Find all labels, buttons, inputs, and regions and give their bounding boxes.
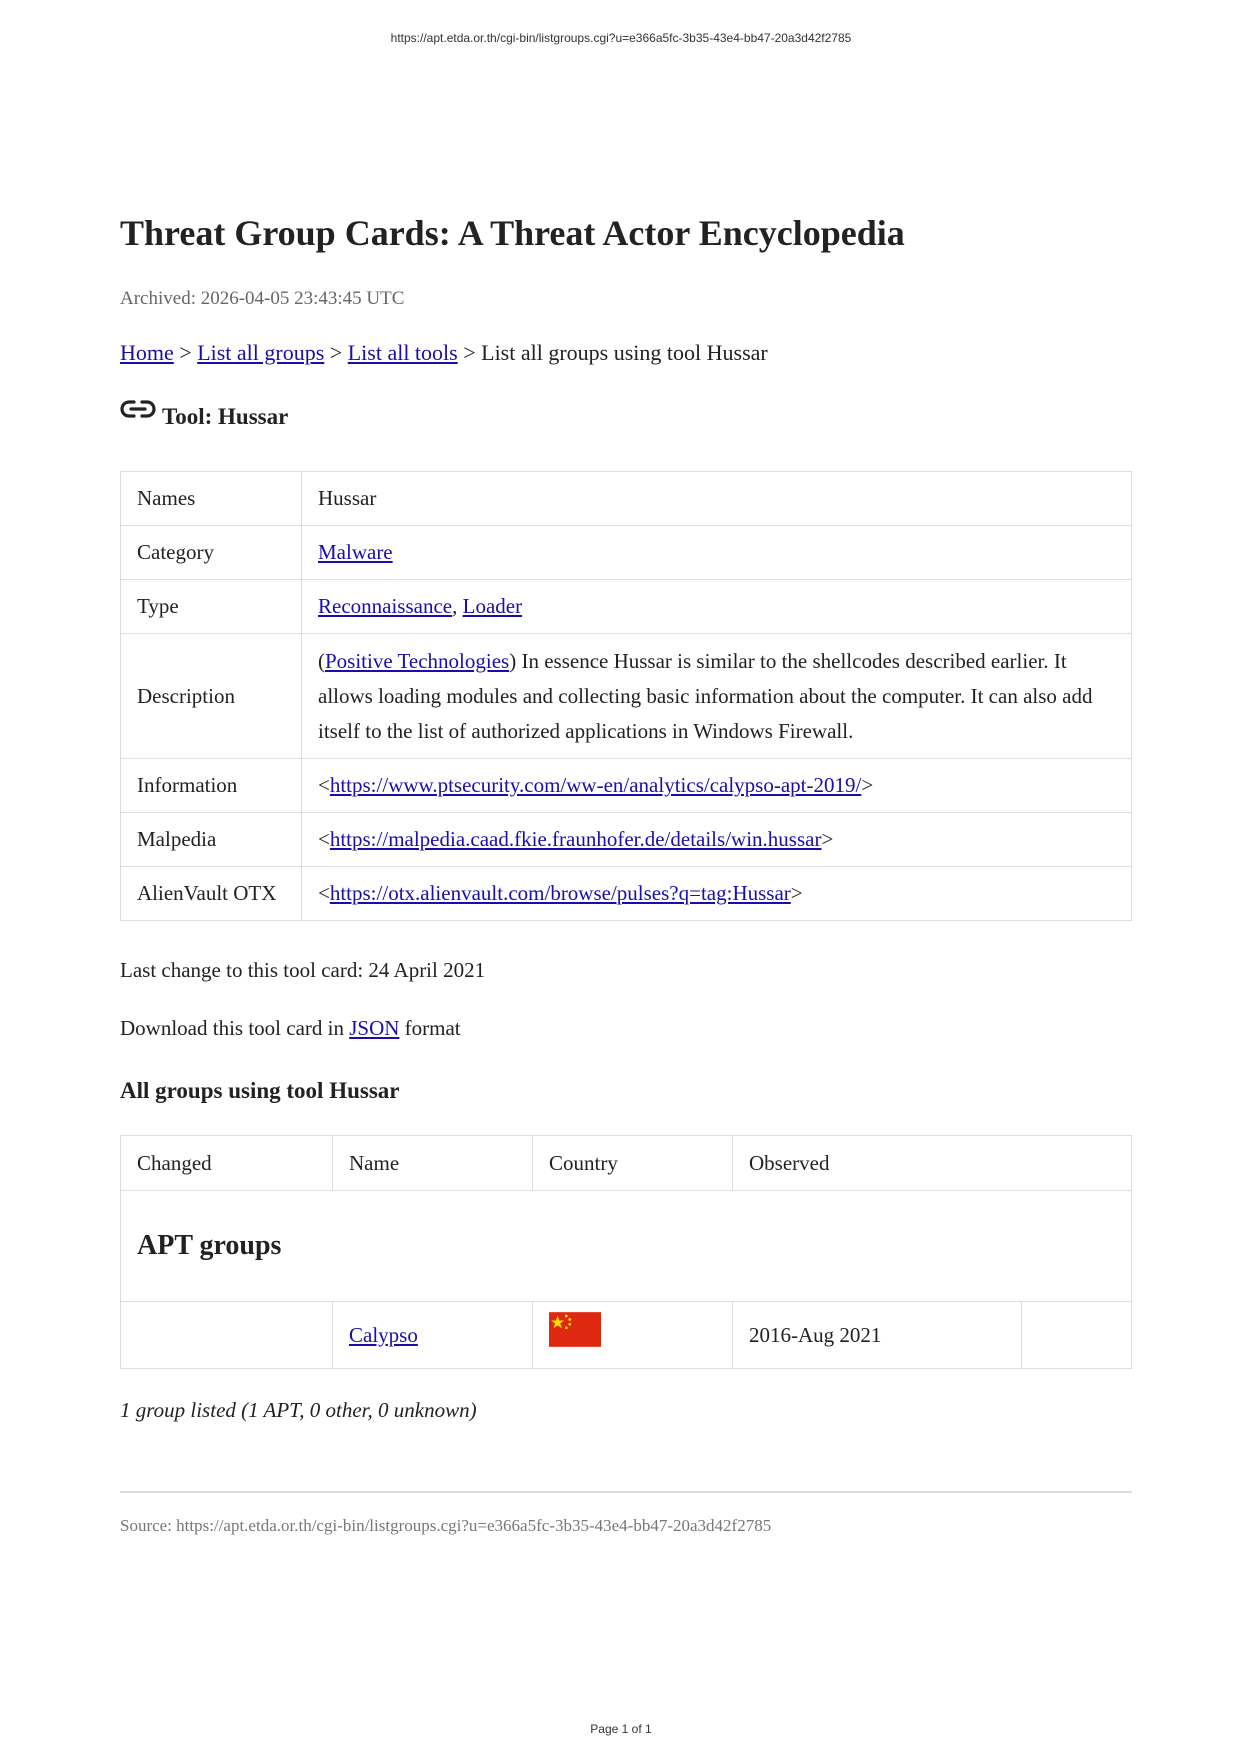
names-value: Hussar xyxy=(302,472,1132,526)
page-title: Threat Group Cards: A Threat Actor Encyclopedia xyxy=(120,213,905,253)
tool-row-type xyxy=(121,580,1132,634)
type-value xyxy=(302,580,1132,634)
groups-heading: All groups using tool Hussar xyxy=(120,1078,400,1103)
malpedia-value xyxy=(302,813,1132,867)
download-suffix: format xyxy=(399,1016,461,1040)
header-country[interactable]: Country xyxy=(533,1136,733,1191)
footer-divider xyxy=(120,1491,1132,1493)
breadcrumb-separator: > xyxy=(324,340,348,365)
tool-heading xyxy=(120,404,288,430)
angle-open: < xyxy=(318,773,330,797)
print-header-url: https://apt.etda.or.th/cgi-bin/listgroups.cgi?u=e366a5fc-3b35-43e4-bb47-20a3d42f2785 xyxy=(390,31,852,45)
description-open-paren: ( xyxy=(318,648,325,673)
groups-table xyxy=(120,1135,1132,1369)
category-malware-link[interactable]: Malware xyxy=(318,540,393,564)
category-value xyxy=(302,526,1132,580)
archived-timestamp: Archived: 2026-04-05 23:43:45 UTC xyxy=(120,288,405,309)
malpedia-link[interactable]: https://malpedia.caad.fkie.fraunhofer.de/details/win.hussar xyxy=(329,827,822,851)
groups-summary: 1 group listed (1 APT, 0 other, 0 unknown) xyxy=(120,1398,477,1422)
section-cell xyxy=(121,1191,1132,1302)
otx-value xyxy=(302,867,1132,921)
breadcrumb-home-link[interactable]: Home xyxy=(120,340,174,365)
breadcrumb-current: > List all groups using tool Hussar xyxy=(457,340,768,365)
names-label: Names xyxy=(121,472,302,526)
description-source-link[interactable]: Positive Technologies xyxy=(325,648,510,673)
angle-close: > xyxy=(821,827,834,851)
angle-open: < xyxy=(318,881,330,905)
information-label: Information xyxy=(121,759,302,813)
description-value xyxy=(302,634,1132,759)
otx-link[interactable]: https://otx.alienvault.com/browse/pulses?q=tag:Hussar xyxy=(329,881,791,905)
header-name[interactable]: Name xyxy=(333,1136,533,1191)
malpedia-label: Malpedia xyxy=(121,813,302,867)
type-label: Type xyxy=(121,580,302,634)
source-url: Source: https://apt.etda.or.th/cgi-bin/listgroups.cgi?u=e366a5fc-3b35-43e4-bb47-20a3d42f2785 xyxy=(120,1516,772,1535)
group-country-cell xyxy=(533,1302,733,1369)
tool-row-malpedia xyxy=(121,813,1132,867)
breadcrumb xyxy=(120,340,768,366)
group-calypso-link[interactable]: Calypso xyxy=(349,1322,418,1347)
groups-table-header xyxy=(121,1136,1132,1191)
tool-row-information xyxy=(121,759,1132,813)
category-label: Category xyxy=(121,526,302,580)
information-link[interactable]: https://www.ptsecurity.com/ww-en/analytics/calypso-apt-2019/ xyxy=(329,773,862,797)
group-changed-cell xyxy=(121,1302,333,1369)
information-value xyxy=(302,759,1132,813)
download-prefix: Download this tool card in xyxy=(120,1016,350,1040)
otx-label: AlienVault OTX xyxy=(121,867,302,921)
link-icon xyxy=(120,398,156,420)
group-name-cell xyxy=(333,1302,533,1369)
tool-row-otx xyxy=(121,867,1132,921)
download-json-link[interactable]: JSON xyxy=(349,1016,400,1040)
group-extra-cell xyxy=(1022,1302,1132,1369)
table-row xyxy=(121,1302,1132,1369)
tool-row-category xyxy=(121,526,1132,580)
groups-section-row xyxy=(121,1191,1132,1302)
header-changed[interactable]: Changed xyxy=(121,1136,333,1191)
tool-row-names xyxy=(121,472,1132,526)
last-change-text: Last change to this tool card: 24 April 2021 xyxy=(120,958,486,982)
section-title-apt-groups: APT groups xyxy=(137,1230,282,1261)
type-reconnaissance-link[interactable]: Reconnaissance xyxy=(318,594,453,618)
china-flag-icon xyxy=(549,1312,601,1347)
type-loader-link[interactable]: Loader xyxy=(462,594,523,618)
angle-close: > xyxy=(790,881,803,905)
type-separator: , xyxy=(452,594,463,618)
header-observed[interactable]: Observed xyxy=(733,1136,1132,1191)
description-label: Description xyxy=(121,634,302,759)
tool-info-table xyxy=(120,471,1132,921)
tool-row-description xyxy=(121,634,1132,759)
angle-close: > xyxy=(861,773,874,797)
breadcrumb-separator: > xyxy=(173,340,198,365)
tool-heading-text: Tool: Hussar xyxy=(162,404,289,429)
angle-open: < xyxy=(318,827,330,851)
description-text: ) In essence Hussar is similar to the shellcodes described earlier. It allows loading modules and collecting basic information about the computer. It can also add itself to the list of authorized applications in Windows Firewall. xyxy=(318,648,1093,743)
breadcrumb-groups-link[interactable]: List all groups xyxy=(197,340,325,365)
download-line xyxy=(120,1016,461,1041)
page-number: Page 1 of 1 xyxy=(590,1722,652,1736)
breadcrumb-tools-link[interactable]: List all tools xyxy=(347,340,458,365)
group-observed-cell: 2016-Aug 2021 xyxy=(733,1302,1022,1369)
